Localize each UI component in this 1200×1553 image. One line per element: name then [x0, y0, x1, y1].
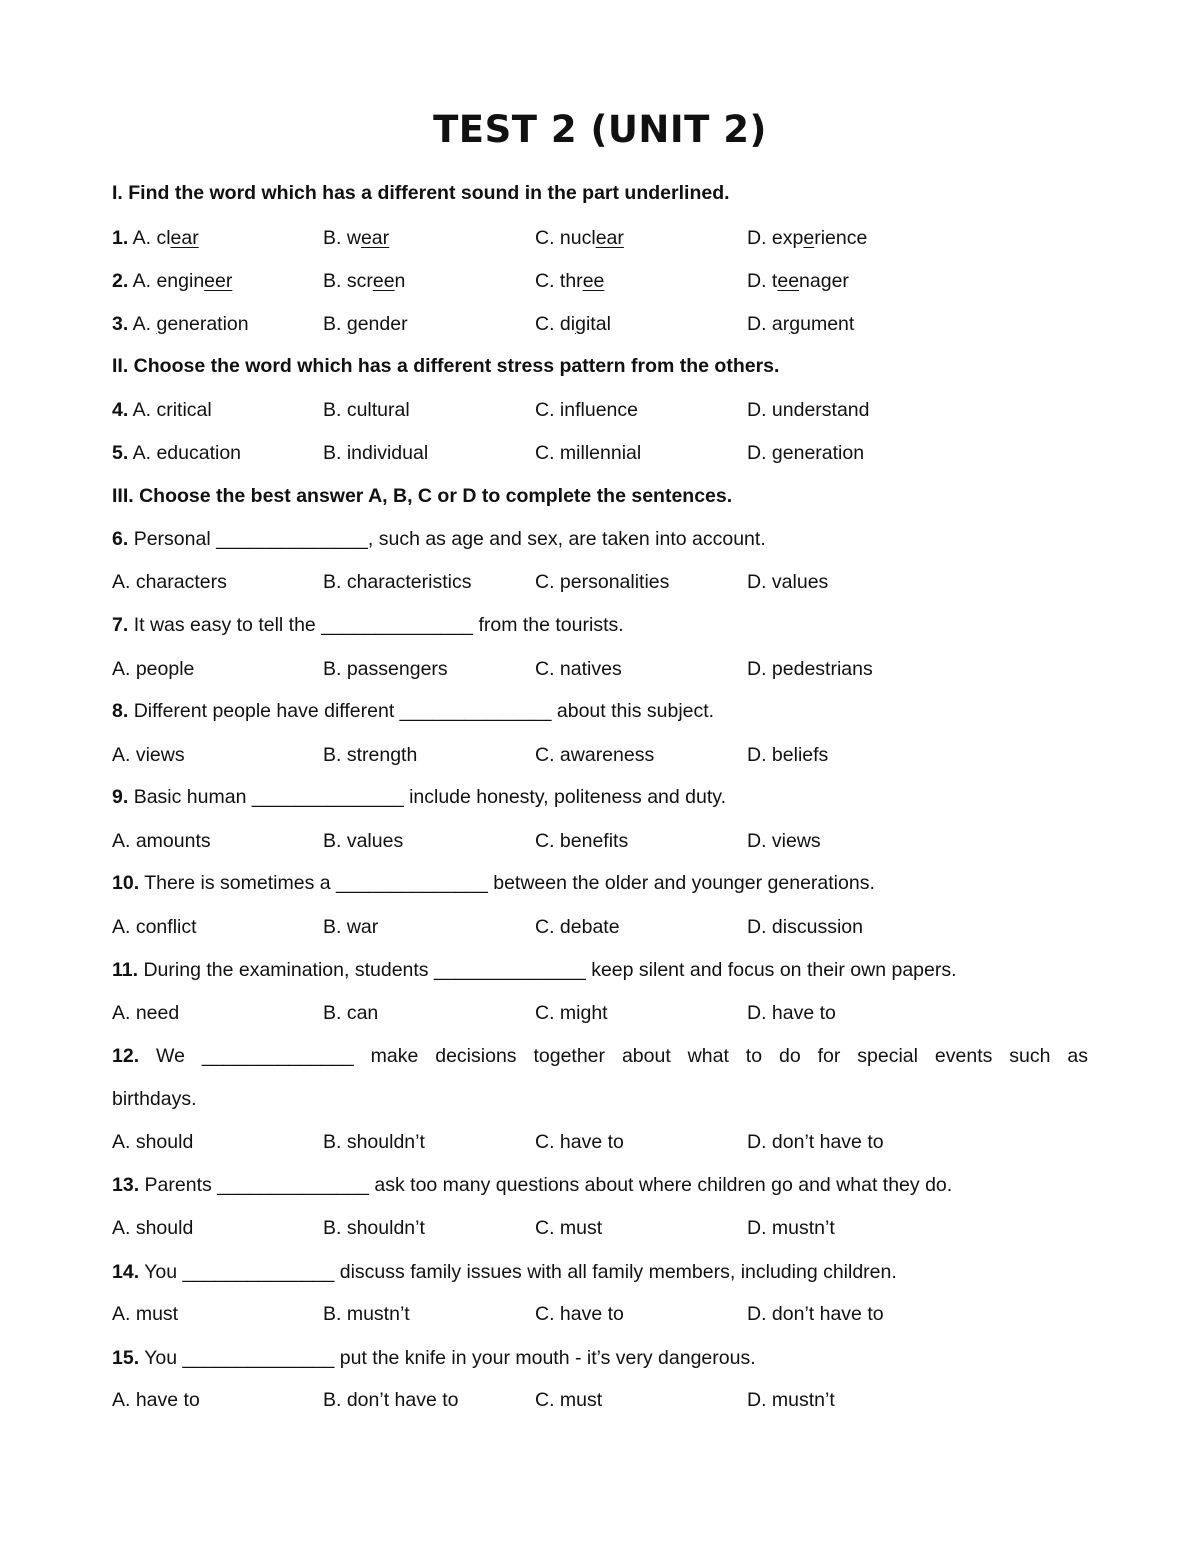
question-text: During the examination, students ______________ keep silent and focus on their own papers.: [143, 959, 957, 981]
option-b: B. passengers: [323, 658, 448, 680]
option-a: A. must: [112, 1303, 179, 1325]
option-d: D. understand: [747, 399, 870, 421]
option-d: D. values: [747, 571, 829, 593]
option-c: C. three: [535, 270, 605, 292]
question-10-options: [112, 912, 1088, 942]
option-b: B. strength: [323, 744, 418, 766]
option-a: 5. A. education: [112, 442, 242, 464]
option-a: A. amounts: [112, 830, 211, 852]
option-c: C. have to: [535, 1131, 624, 1153]
option-a: A. should: [112, 1131, 194, 1153]
question-13-options: [112, 1213, 1088, 1243]
question-text: Different people have different ______________ about this subject.: [133, 700, 715, 722]
question-7-stem: [112, 610, 1088, 640]
option-b: B. values: [323, 830, 404, 852]
option-c: C. must: [535, 1389, 603, 1411]
question-number: 15.: [112, 1347, 140, 1369]
option-b: B. cultural: [323, 399, 410, 421]
question-number: 7.: [112, 614, 129, 636]
question-6-options: [112, 567, 1088, 597]
option-d: D. argument: [747, 313, 855, 335]
option-d: D. beliefs: [747, 744, 829, 766]
question-11-stem: [112, 955, 1088, 985]
option-a: A. views: [112, 744, 185, 766]
question-14-stem: [112, 1257, 1088, 1287]
question-11-options: [112, 998, 1088, 1028]
question-5: [112, 438, 1088, 468]
question-4: [112, 395, 1088, 425]
question-number: 12.: [112, 1045, 140, 1067]
option-d: D. generation: [747, 442, 865, 464]
option-d: D. don’t have to: [747, 1303, 884, 1325]
option-d: D. views: [747, 830, 821, 852]
question-12-stem: [112, 1041, 1088, 1071]
option-d: D. mustn’t: [747, 1389, 835, 1411]
question-2: [112, 266, 1088, 296]
option-d: D. have to: [747, 1002, 836, 1024]
question-text: You ______________ discuss family issues with all family members, including children.: [144, 1261, 897, 1283]
option-c: C. digital: [535, 313, 611, 335]
question-3: [112, 309, 1088, 339]
option-c: C. debate: [535, 916, 620, 938]
option-b: B. war: [323, 916, 379, 938]
option-a: A. conflict: [112, 916, 197, 938]
option-c: C. benefits: [535, 830, 629, 852]
question-number: 4.: [112, 399, 129, 421]
option-b: B. can: [323, 1002, 379, 1024]
question-8-options: [112, 740, 1088, 770]
option-d: D. discussion: [747, 916, 863, 938]
option-a: 4. A. critical: [112, 399, 212, 421]
option-a: A. need: [112, 1002, 180, 1024]
question-12-stem-continued: birthdays.: [112, 1088, 197, 1110]
question-number: 6.: [112, 528, 129, 550]
option-b: B. individual: [323, 442, 429, 464]
option-c: C. have to: [535, 1303, 624, 1325]
option-c: C. natives: [535, 658, 622, 680]
option-d: D. mustn’t: [747, 1217, 835, 1239]
question-15-options: [112, 1385, 1088, 1415]
option-c: C. personalities: [535, 571, 670, 593]
option-b: B. screen: [323, 270, 406, 292]
section-heading-pronunciation: I. Find the word which has a different sound in the part underlined.: [112, 182, 730, 204]
option-c: C. nuclear: [535, 227, 624, 249]
option-b: B. wear: [323, 227, 390, 249]
option-c: C. must: [535, 1217, 603, 1239]
question-number: 8.: [112, 700, 129, 722]
option-a: 1. A. clear: [112, 227, 199, 249]
question-8-stem: [112, 696, 1088, 726]
option-a: 3. A. generation: [112, 313, 249, 335]
question-text: There is sometimes a ______________ between the older and younger generations.: [144, 872, 875, 894]
question-13-stem: [112, 1170, 1088, 1200]
question-number: 3.: [112, 313, 129, 335]
option-d: D. pedestrians: [747, 658, 873, 680]
worksheet-page: [112, 0, 1088, 1553]
question-9-options: [112, 826, 1088, 856]
question-text: Basic human ______________ include honesty, politeness and duty.: [133, 786, 726, 808]
question-14-options: [112, 1299, 1088, 1329]
option-d: D. don’t have to: [747, 1131, 884, 1153]
section-heading-grammar: III. Choose the best answer A, B, C or D to complete the sentences.: [112, 485, 733, 507]
question-9-stem: [112, 782, 1088, 812]
question-number: 9.: [112, 786, 129, 808]
question-text: We ______________ make decisions together about what to do for special events such as: [156, 1045, 1089, 1067]
option-b: B. shouldn’t: [323, 1217, 425, 1239]
option-d: D. teenager: [747, 270, 849, 292]
question-10-stem: [112, 868, 1088, 898]
question-12-options: [112, 1127, 1088, 1157]
question-number: 13.: [112, 1174, 140, 1196]
question-number: 11.: [112, 959, 139, 981]
question-text: Personal ______________, such as age and sex, are taken into account.: [133, 528, 766, 550]
page-title: TEST 2 (UNIT 2): [433, 108, 767, 151]
question-text: It was easy to tell the ______________ from the tourists.: [133, 614, 624, 636]
option-b: B. gender: [323, 313, 408, 335]
question-1: [112, 223, 1088, 253]
option-c: C. millennial: [535, 442, 642, 464]
question-6-stem: [112, 524, 1088, 554]
option-a: A. have to: [112, 1389, 200, 1411]
question-7-options: [112, 654, 1088, 684]
question-text: Parents ______________ ask too many questions about where children go and what they do.: [144, 1174, 953, 1196]
section-heading-stress: II. Choose the word which has a different stress pattern from the others.: [112, 355, 780, 377]
question-number: 2.: [112, 270, 129, 292]
option-d: D. experience: [747, 227, 868, 249]
option-a: 2. A. engineer: [112, 270, 233, 292]
question-number: 5.: [112, 442, 129, 464]
option-b: B. don’t have to: [323, 1389, 459, 1411]
question-number: 1.: [112, 227, 129, 249]
option-c: C. might: [535, 1002, 608, 1024]
option-c: C. awareness: [535, 744, 655, 766]
question-number: 10.: [112, 872, 140, 894]
question-number: 14.: [112, 1261, 140, 1283]
option-b: B. mustn’t: [323, 1303, 410, 1325]
option-b: B. shouldn’t: [323, 1131, 425, 1153]
question-15-stem: [112, 1343, 1088, 1373]
option-a: A. people: [112, 658, 195, 680]
option-a: A. characters: [112, 571, 227, 593]
option-a: A. should: [112, 1217, 194, 1239]
option-b: B. characteristics: [323, 571, 472, 593]
question-text: You ______________ put the knife in your mouth - it’s very dangerous.: [144, 1347, 756, 1369]
option-c: C. influence: [535, 399, 638, 421]
